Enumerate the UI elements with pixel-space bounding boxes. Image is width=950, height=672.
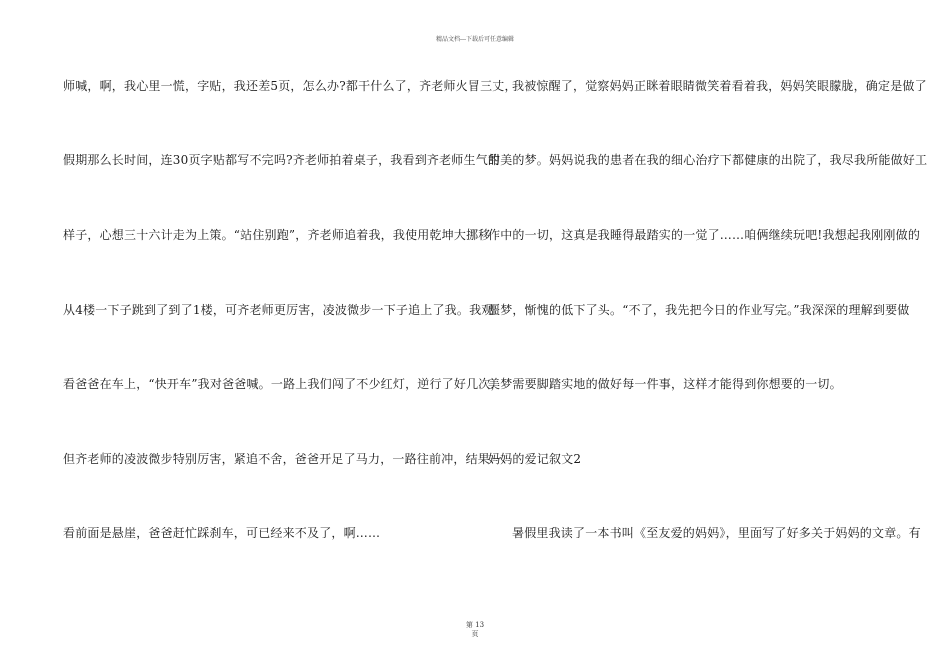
text-line: 甜美的梦。妈妈说我的患者在我的细心治疗下都健康的出院了，我尽我所能做好工 xyxy=(488,153,928,167)
text-line: 假期那么长时间，连30页字贴都写不完吗?齐老师拍着桌子，我看到齐老师生气的 xyxy=(63,153,501,167)
text-line: 样子，心想三十六计走为上策。“站住别跑”，齐老师追着我，我使用乾坤大挪移 xyxy=(63,228,491,242)
text-line: 我被惊醒了，觉察妈妈正眯着眼睛微笑着看着我，妈妈笑眼朦胧，确定是做了 xyxy=(512,79,927,93)
text-line: 暑假里我读了一本书叫《至友爱的妈妈》，里面写了好多关于妈妈的文章。有 xyxy=(512,526,921,540)
page-number: 13 xyxy=(475,621,485,629)
text-line: 美梦需要脚踏实地的做好每一件事，这样才能得到你想要的一切。 xyxy=(488,377,842,391)
page-header: 精品文档---下载后可任意编辑 xyxy=(435,36,515,43)
text-line: 看爸爸在车上，“快开车”我对爸爸喊。一路上我们闯了不少红灯，逆行了好几次， xyxy=(63,377,503,391)
page-footer xyxy=(0,621,950,639)
text-line: 从4楼一下子跳到了到了1楼，可齐老师更厉害，凌波微步一下子追上了我。我观 xyxy=(63,303,494,317)
text-line: 噩梦，惭愧的低下了头。“不了，我先把今日的作业写完。”我深深的理解到要做 xyxy=(488,303,910,317)
text-line: 看前面是悬崖，爸爸赶忙踩刹车，可已经来不及了，啊…… xyxy=(63,526,381,540)
text-line: 师喊，啊，我心里一慌，字贴，我还差5页，怎么办?都干什么了，齐老师火冒三丈， xyxy=(63,79,517,93)
page-prefix: 第 xyxy=(465,621,473,629)
page-suffix: 页 xyxy=(471,630,479,638)
section-heading: 妈妈的爱记叙文2 xyxy=(488,452,582,466)
text-line: 作中的一切，这真是我睡得最踏实的一觉了……咱俩继续玩吧!我想起我刚刚做的 xyxy=(488,228,921,242)
text-line: 但齐老师的凌波微步特别厉害，紧追不舍，爸爸开足了马力，一路往前冲，结果一 xyxy=(63,452,503,466)
